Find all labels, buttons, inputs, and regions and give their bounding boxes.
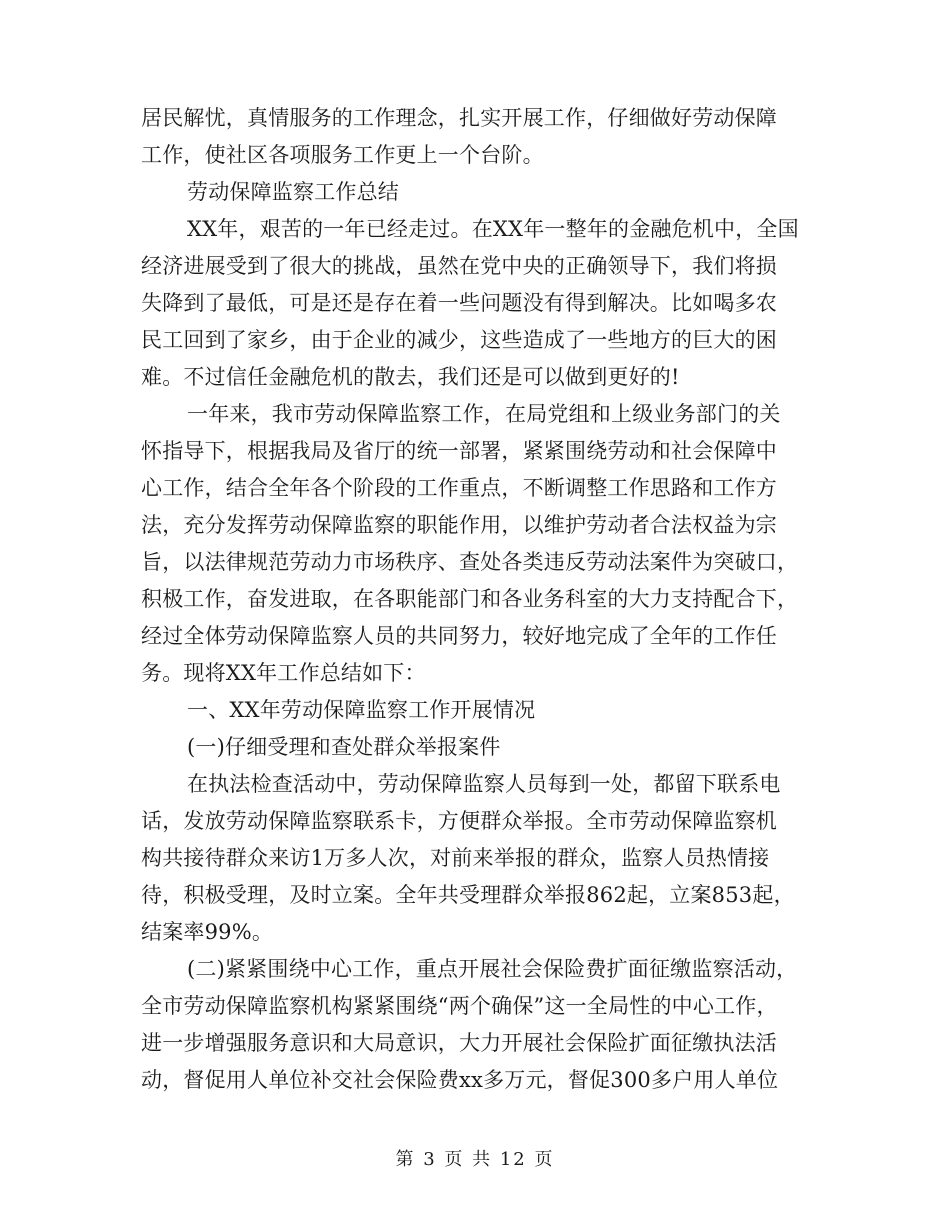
text-line: (一)仔细受理和查处群众举报案件	[187, 735, 501, 759]
text-line: 心工作，结合全年各个阶段的工作重点，不断调整工作思路和工作方	[141, 476, 777, 500]
text-line: 结案率99%。	[141, 920, 274, 944]
text-line: (二)紧紧围绕中心工作，重点开展社会保险费扩面征缴监察活动，	[187, 957, 798, 981]
text-line: 进一步增强服务意识和大局意识，大力开展社会保险扩面征缴执法活	[141, 1031, 777, 1055]
text-line: 失降到了最低，可是还是存在着一些问题没有得到解决。比如喝多农	[141, 291, 777, 315]
text-line: 一年来，我市劳动保障监察工作，在局党组和上级业务部门的关	[187, 402, 781, 426]
text-line: 动，督促用人单位补交社会保险费xx多万元，督促300多户用人单位	[141, 1068, 779, 1092]
text-line: 民工回到了家乡，由于企业的减少，这些造成了一些地方的巨大的困	[141, 328, 777, 352]
text-line: 全市劳动保障监察机构紧紧围绕“两个确保”这一全局性的中心工作，	[141, 994, 778, 1018]
text-line: 在执法检查活动中，劳动保障监察人员每到一处，都留下联系电	[187, 772, 781, 796]
text-line: 经过全体劳动保障监察人员的共同努力，较好地完成了全年的工作任	[141, 624, 777, 648]
text-line: 经济进展受到了很大的挑战，虽然在党中央的正确领导下，我们将损	[141, 254, 777, 278]
text-line: 怀指导下，根据我局及省厅的统一部署，紧紧围绕劳动和社会保障中	[141, 439, 777, 463]
text-line: 一、XX年劳动保障监察工作开展情况	[187, 698, 536, 722]
text-line: XX年，艰苦的一年已经走过。在XX年一整年的金融危机中，全国	[187, 217, 799, 241]
text-line: 旨，以法律规范劳动力市场秩序、查处各类违反劳动法案件为突破口，	[141, 550, 799, 574]
text-line: 积极工作，奋发进取，在各职能部门和各业务科室的大力支持配合下，	[141, 587, 799, 611]
text-line: 待，积极受理，及时立案。全年共受理群众举报862起，立案853起，	[141, 883, 795, 907]
text-line: 法，充分发挥劳动保障监察的职能作用，以维护劳动者合法权益为宗	[141, 513, 777, 537]
document-body	[141, 100, 811, 1099]
text-line: 话，发放劳动保障监察联系卡，方便群众举报。全市劳动保障监察机	[141, 809, 777, 833]
page-footer: 第 3 页 共 12 页	[395, 1149, 555, 1170]
text-line: 难。不过信任金融危机的散去，我们还是可以做到更好的!	[141, 365, 680, 389]
text-line: 务。现将XX年工作总结如下：	[141, 661, 426, 685]
text-line: 居民解忧，真情服务的工作理念，扎实开展工作，仔细做好劳动保障	[141, 106, 777, 130]
text-line: 构共接待群众来访1万多人次，对前来举报的群众，监察人员热情接	[141, 846, 770, 870]
text-line: 劳动保障监察工作总结	[187, 180, 399, 204]
text-line: 工作，使社区各项服务工作更上一个台阶。	[141, 143, 544, 167]
